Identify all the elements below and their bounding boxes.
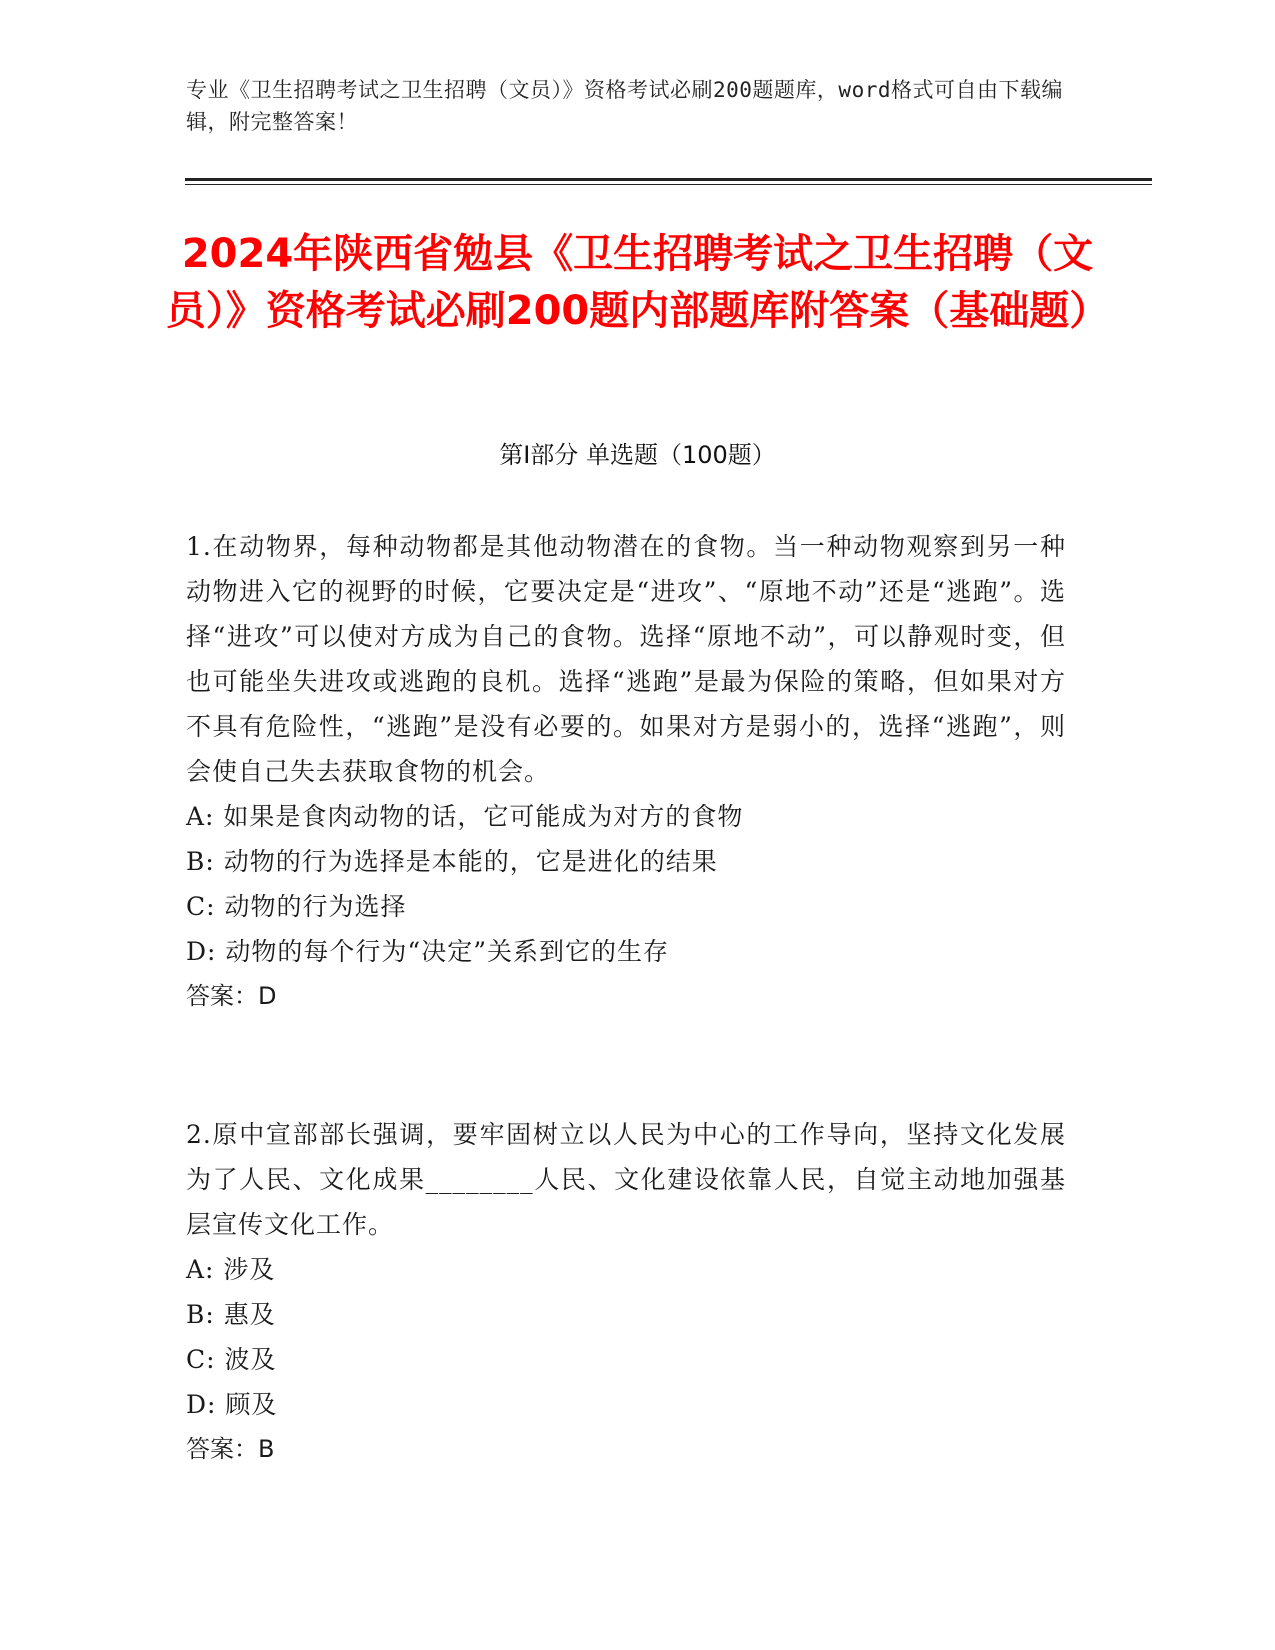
question-stem: 1.在动物界，每种动物都是其他动物潜在的食物。当一种动物观察到另一种动物进入它的视野的时候，它要决定是“进攻”、“原地不动”还是“逃跑”。选择“进攻”可以使对方成为自己的食物。选择“原地不动”，可以静观时变，但也可能坐失进攻或逃跑的良机。选择“逃跑”是最为保险的策略，但如果对方不具有危险性，“逃跑”是没有必要的。如果对方是弱小的，选择“逃跑”，则会使自己失去获取食物的机会。 <box>186 532 1066 786</box>
option-c: C: 动物的行为选择 <box>186 892 407 921</box>
option-b: B: 惠及 <box>186 1300 276 1329</box>
answer: 答案：D <box>186 982 277 1010</box>
header-note: 专业《卫生招聘考试之卫生招聘（文员）》资格考试必刷200题题库，word格式可自由下载编辑，附完整答案！ <box>186 78 1063 134</box>
header-divider-thin <box>185 184 1152 185</box>
question-1 <box>186 524 1066 1019</box>
option-d: D: 顾及 <box>186 1390 278 1419</box>
option-b: B: 动物的行为选择是本能的，它是进化的结果 <box>186 847 718 876</box>
option-d: D: 动物的每个行为“决定”关系到它的生存 <box>186 937 669 966</box>
option-c: C: 波及 <box>186 1345 277 1374</box>
document-title: 2024年陕西省勉县《卫生招聘考试之卫生招聘（文员）》资格考试必刷200题内部题库附答案（基础题） <box>165 231 1110 334</box>
option-a: A: 涉及 <box>186 1255 276 1284</box>
header-divider-thick <box>185 178 1152 181</box>
question-2 <box>186 1112 1066 1472</box>
answer: 答案：B <box>186 1435 275 1463</box>
option-a: A: 如果是食肉动物的话，它可能成为对方的食物 <box>186 802 744 831</box>
question-stem: 2.原中宣部部长强调，要牢固树立以人民为中心的工作导向，坚持文化发展为了人民、文化成果________人民、文化建设依靠人民，自觉主动地加强基层宣传文化工作。 <box>186 1120 1066 1239</box>
section-title: 第I部分 单选题（100题） <box>499 441 776 469</box>
